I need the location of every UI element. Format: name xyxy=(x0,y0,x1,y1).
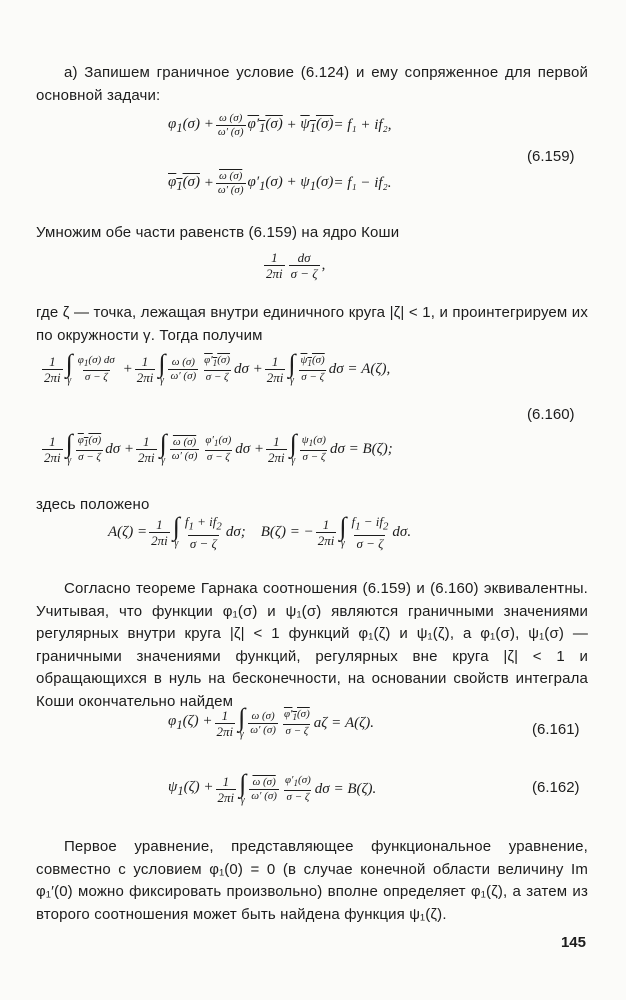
cauchy-kernel: $\frac{1}{2\pi i}$ $\frac{d\sigma}{\sigma - \zeta}$ , xyxy=(266,250,326,281)
eq162-rhs: dσ = B(ζ). xyxy=(314,780,377,797)
equation-6-159-b: $\varphi_1(\sigma)$ + $\frac{\omega (\sigma)}{\omega' (\sigma)}$ $\varphi'_1(\sigma) + \psi_1(\sigma)$ = f₁ − if₂. xyxy=(168,170,392,196)
equation-6-161: $\varphi_1(\zeta)$ + $\frac{1}{2\pi i}$ ∫ γ $\frac{\omega (\sigma)}{\omega' (\sigma)}$ $\frac{\varphi'_1(\sigma)}{\sigma - \zeta}$ aζ = A(ζ). xyxy=(168,703,374,740)
paragraph-here: здесь положено xyxy=(36,496,150,513)
eq-label-6-161: (6.161) xyxy=(532,721,580,738)
page-number: 145 xyxy=(560,934,586,951)
eq-label-6-159: (6.159) xyxy=(527,148,575,165)
eq160-b-rhs: dσ = B(ζ); xyxy=(329,440,393,457)
eq161-rhs: aζ = A(ζ). xyxy=(313,714,374,731)
eq159-b-rhs: = f₁ − if₂. xyxy=(333,175,392,191)
equation-6-160-a: $\frac{1}{2\pi i}$ ∫ γ $\frac{\varphi_1(\sigma) d\sigma}{\sigma - \zeta}$ + $\frac{1}{2\pi i}$ ∫ γ $\frac{\omega (\sigma)}{\omega' (\sigma)}$ $\frac{\varphi'_1(\sigma)}{\sigma - \zeta}$ dσ + $\frac{1}{2\pi i}$ ∫ γ $\frac{\psi_1(\sigma)}{\sigma - \zeta}$ dσ = A(ζ), xyxy=(44,349,391,386)
paragraph-intro: а) Запишем граничное условие (6.124) и ему сопряженное для первой основной задачи: xyxy=(36,64,588,104)
equation-6-159-a: $\varphi_1(\sigma)$ + $\frac{\omega (\sigma)}{\omega' (\sigma)}$ $\varphi'_1(\sigma)$ + $\psi_1(\sigma)$ = f₁ + if₂, xyxy=(168,112,392,138)
eq159-a-rhs: = f₁ + if₂, xyxy=(333,117,392,133)
eq-label-6-162: (6.162) xyxy=(532,779,580,796)
paragraph-point: где ζ — точка, лежащая внутри единичного круга |ζ| < 1, и проинтегрируем их по окружности γ. Тогда получим xyxy=(36,304,588,344)
eq160-a-rhs: dσ = A(ζ), xyxy=(328,360,391,377)
paragraph-harnack: Согласно теореме Гарнака соотношения (6.159) и (6.160) эквивалентны. Учитывая, что функции φ₁(σ) и ψ₁(σ) являются граничными значениями регулярных внутри круга |ζ| < 1 функций φ₁(ζ) и ψ₁(ζ), а φ₁(σ), ψ₁(σ) — граничными значениями функций, регулярных вне круга |ζ| < 1 и обращающихся в нуль на бесконечности, на основании свойств интеграла Коши окончательно найдем xyxy=(36,580,588,710)
equation-6-160-b: $\frac{1}{2\pi i}$ ∫ γ $\frac{\varphi_1(\sigma)}{\sigma - \zeta}$ dσ + $\frac{1}{2\pi i}$ ∫ γ $\frac{\omega (\sigma)}{\omega' (\sigma)}$ $\frac{\varphi'_1(\sigma)}{\sigma - \zeta}$ dσ + $\frac{1}{2\pi i}$ ∫ γ $\frac{\psi_1(\sigma)}{\sigma - \zeta}$ dσ = B(ζ); xyxy=(44,429,393,466)
paragraph-multiply: Умножим обе части равенств (6.159) на ядро Коши xyxy=(36,224,400,241)
paragraph-final: Первое уравнение, представляющее функциональное уравнение, совместно с условием φ₁(0) = 0 (в случае конечной области величину Im φ₁′(0) можно фиксировать произвольно) вполне определяет φ₁(ζ), а затем из второго соотношения может быть найдена функция ψ₁(ζ). xyxy=(36,838,588,923)
definitions-a-b: A(ζ) = $\frac{1}{2\pi i}$ ∫ γ $\frac{f_1 + if_2}{\sigma - \zeta}$ dσ; B(ζ) = − $\frac{1}{2\pi i}$ ∫ γ $\frac{f_1 - if_2}{\sigma - \zeta}$ dσ. xyxy=(108,512,412,551)
equation-6-162: $\psi_1(\zeta)$ + $\frac{1}{2\pi i}$ ∫ γ $\frac{\omega (\sigma)}{\omega' (\sigma)}$ $\frac{\varphi'_1(\sigma)}{\sigma - \zeta}$ dσ = B(ζ). xyxy=(168,769,377,806)
eq-label-6-160: (6.160) xyxy=(527,406,575,423)
